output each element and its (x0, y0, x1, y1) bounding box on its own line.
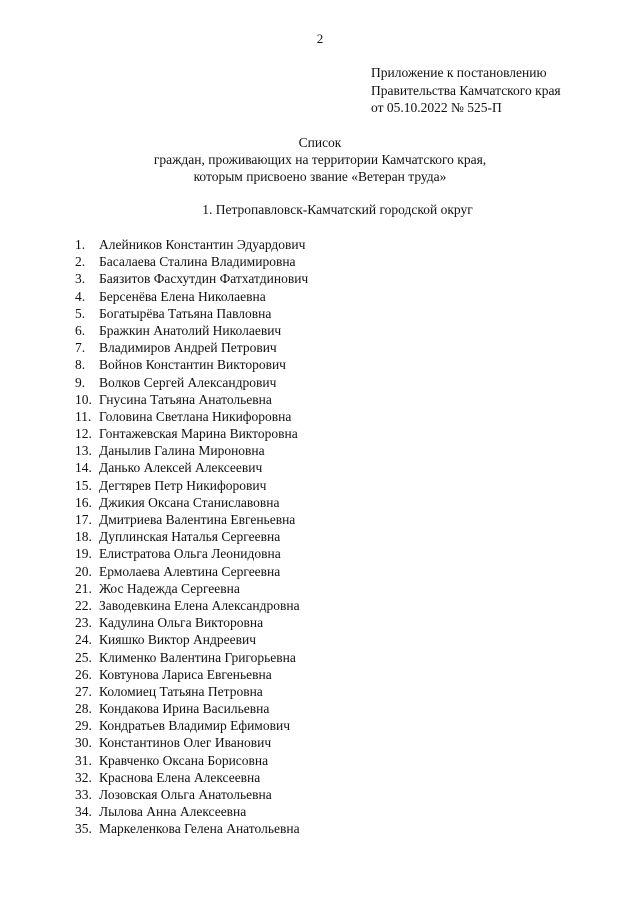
list-item-name: Константинов Олег Иванович (99, 735, 272, 751)
list-item-name: Владимиров Андрей Петрович (99, 340, 277, 356)
list-item-name: Заводевкина Елена Александровна (99, 597, 300, 613)
list-item-number: 15. (75, 477, 92, 493)
list-item (75, 374, 308, 391)
list-item-name: Баязитов Фасхутдин Фатхатдинович (99, 271, 309, 287)
list-item-name: Головина Светлана Никифоровна (99, 408, 292, 424)
title-line: Список (298, 135, 342, 150)
citizen-list (75, 236, 308, 838)
list-item-number: 32. (75, 769, 92, 785)
list-item-number: 17. (75, 512, 92, 527)
list-item-number: 13. (75, 443, 92, 459)
list-item (75, 322, 308, 339)
list-item-number: 9. (75, 374, 86, 390)
list-item (75, 545, 308, 562)
list-item (75, 442, 308, 459)
page-number: 2 (316, 31, 324, 46)
list-item (75, 511, 308, 528)
list-item-name: Кондакова Ирина Васильевна (99, 701, 270, 717)
list-item (75, 580, 308, 597)
list-item-name: Коломиец Татьяна Петровна (99, 683, 263, 699)
list-item-number: 3. (75, 271, 86, 287)
list-item-name: Гонтажевская Марина Викторовна (99, 426, 298, 442)
list-item-name: Данылив Галина Мироновна (99, 443, 265, 459)
title-line: граждан, проживающих на территории Камчатского края, (153, 152, 487, 167)
list-item (75, 563, 308, 580)
appendix-line: Приложение к постановлению (371, 65, 547, 80)
list-item (75, 305, 308, 322)
list-item-name: Клименко Валентина Григорьевна (99, 649, 296, 665)
list-item-number: 30. (75, 735, 92, 751)
list-item (75, 769, 308, 786)
list-item-name: Кравченко Оксана Борисовна (99, 752, 269, 768)
title-line: которым присвоено звание «Ветеран труда» (193, 169, 447, 184)
list-item (75, 528, 308, 545)
list-item (75, 717, 308, 734)
list-item-name: Алейников Константин Эдуардович (99, 237, 306, 252)
list-item (75, 494, 308, 511)
list-item-name: Ермолаева Алевтина Сергеевна (99, 563, 281, 579)
list-item-name: Войнов Константин Викторович (99, 357, 286, 373)
list-item (75, 820, 308, 837)
list-item (75, 666, 308, 683)
list-item-name: Данько Алексей Алексеевич (99, 460, 263, 476)
list-item-number: 6. (75, 322, 86, 338)
list-item-number: 1. (75, 237, 86, 252)
list-item-number: 7. (75, 340, 86, 356)
appendix-line: Правительства Камчатского края (371, 82, 561, 98)
list-item-number: 28. (75, 701, 92, 717)
list-item (75, 253, 308, 270)
list-item-number: 10. (75, 391, 92, 407)
list-item-number: 29. (75, 718, 92, 734)
list-item-number: 24. (75, 632, 92, 648)
list-item-number: 31. (75, 752, 92, 768)
list-item-number: 5. (75, 305, 86, 321)
list-item-number: 20. (75, 563, 92, 579)
list-item (75, 597, 308, 614)
list-item (75, 803, 308, 820)
list-item (75, 339, 308, 356)
list-item-name: Бражкин Анатолий Николаевич (99, 322, 282, 338)
list-item-number: 2. (75, 254, 86, 270)
list-item-name: Дуплинская Наталья Сергеевна (99, 529, 281, 545)
list-item-number: 27. (75, 683, 92, 699)
list-item (75, 391, 308, 408)
list-item (75, 614, 308, 631)
list-item-name: Богатырёва Татьяна Павловна (99, 305, 272, 321)
list-item-name: Волков Сергей Александрович (99, 374, 277, 390)
list-item-number: 23. (75, 615, 92, 631)
list-item (75, 425, 308, 442)
list-item-number: 8. (75, 357, 86, 373)
list-item-number: 16. (75, 494, 92, 510)
list-item-name: Дегтярев Петр Никифорович (99, 477, 267, 493)
list-item-name: Ковтунова Лариса Евгеньевна (99, 666, 272, 682)
list-item (75, 752, 308, 769)
list-item-number: 14. (75, 460, 92, 476)
list-item (75, 270, 308, 287)
list-item-name: Кадулина Ольга Викторовна (99, 615, 264, 631)
list-item-number: 12. (75, 426, 92, 442)
list-item-name: Кондратьев Владимир Ефимович (99, 718, 290, 734)
list-item (75, 631, 308, 648)
list-item-name: Берсенёва Елена Николаевна (99, 288, 266, 304)
list-item-number: 21. (75, 580, 92, 596)
list-item-number: 4. (75, 288, 86, 304)
list-item-name: Кияшко Виктор Андреевич (99, 632, 257, 648)
list-item (75, 236, 308, 253)
list-item-name: Лозовская Ольга Анатольевна (99, 787, 272, 802)
list-item-name: Краснова Елена Алексеевна (99, 769, 261, 785)
list-item-number: 18. (75, 529, 92, 545)
list-item (75, 734, 308, 751)
list-item (75, 356, 308, 373)
list-item-number: 34. (75, 804, 92, 820)
document-title (0, 134, 640, 185)
list-item (75, 288, 308, 305)
list-item-name: Джикия Оксана Станиславовна (99, 494, 280, 510)
list-item-name: Елистратова Ольга Леонидовна (99, 546, 281, 562)
list-item-name: Дмитриева Валентина Евгеньевна (99, 512, 296, 527)
list-item-number: 22. (75, 597, 92, 613)
section-heading: 1. Петропавловск-Камчатский городской округ (202, 202, 473, 217)
list-item-number: 11. (75, 408, 92, 424)
list-item-name: Гнусина Татьяна Анатольевна (99, 391, 272, 407)
list-item-number: 25. (75, 649, 92, 665)
list-item-number: 26. (75, 666, 92, 682)
list-item-name: Басалаева Сталина Владимировна (99, 254, 296, 270)
list-item (75, 408, 308, 425)
list-item (75, 700, 308, 717)
list-item (75, 459, 308, 476)
list-item-name: Маркеленкова Гелена Анатольевна (99, 821, 300, 837)
list-item-number: 35. (75, 821, 92, 837)
list-item-number: 19. (75, 546, 92, 562)
appendix-block (371, 64, 561, 117)
list-item-name: Лылова Анна Алексеевна (99, 804, 247, 820)
list-item (75, 649, 308, 666)
list-item (75, 683, 308, 700)
list-item (75, 477, 308, 494)
list-item (75, 786, 308, 803)
appendix-line: от 05.10.2022 № 525-П (371, 100, 502, 115)
list-item-name: Жос Надежда Сергеевна (99, 580, 240, 596)
list-item-number: 33. (75, 787, 92, 802)
